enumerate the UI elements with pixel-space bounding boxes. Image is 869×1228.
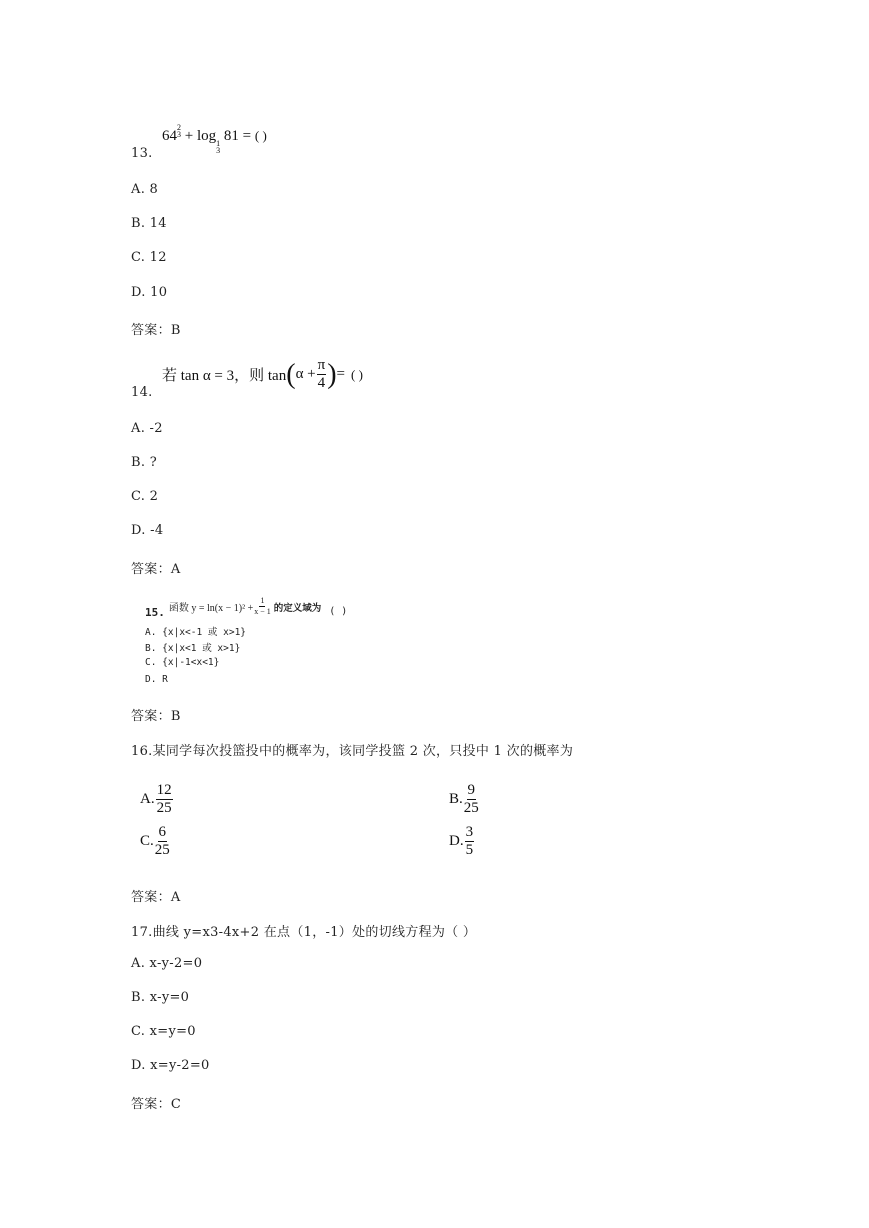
q15-stem-suffix: 的定义域为 [273, 602, 322, 614]
q14-option-b: B. ? [131, 455, 157, 470]
q17-stem: 17.曲线 y=x3-4x+2 在点（1，-1）处的切线方程为（ ） [131, 925, 477, 940]
q16-option-d-den: 5 [465, 842, 474, 858]
q16-option-b-letter: B. [449, 791, 463, 807]
q13-log: + log [184, 128, 217, 144]
q14-answer: 答案：A [131, 562, 181, 577]
q16-option-d [449, 825, 475, 858]
q14-blank: ( ) [351, 366, 363, 382]
q15-stem-prefix: 函数 y = ln(x − 1)² + [168, 603, 254, 614]
q15-option-d: D. R [145, 674, 168, 685]
q13-expression [162, 124, 267, 154]
q13-log-sub-den: 3 [216, 146, 221, 156]
q14-expression [162, 358, 363, 391]
q16-option-b-den: 25 [463, 800, 479, 816]
q15-option-c: C. {x|-1<x<1} [145, 657, 220, 668]
q16-option-d-num: 3 [465, 824, 474, 840]
q13-arg: 81 = [223, 128, 252, 144]
q13-blank: ( ) [254, 128, 267, 143]
q16-option-b [449, 783, 480, 816]
q15-fraction [254, 597, 271, 616]
q15-frac-den: x − 1 [254, 607, 271, 616]
q14-four: 4 [317, 375, 326, 391]
q14-option-a: A. -2 [131, 421, 163, 436]
q16-answer: 答案：A [131, 890, 181, 905]
q13-option-b: B. 14 [131, 216, 167, 231]
q15-option-a: A. {x|x<-1 或 x>1} [145, 627, 247, 638]
q15-answer: 答案：B [131, 709, 181, 724]
q13-base: 64 [162, 128, 177, 144]
q17-option-d: D. x=y-2=0 [131, 1058, 210, 1073]
q14-pi: π [317, 357, 326, 373]
q14-inner: α + [295, 366, 316, 382]
q16-option-a-den: 25 [156, 800, 172, 816]
q14-number: 14. [131, 385, 153, 400]
q17-option-a: A. x-y-2=0 [131, 956, 203, 971]
q16-option-d-fraction [465, 825, 475, 858]
q16-option-c-num: 6 [158, 824, 167, 840]
q14-option-d: D. -4 [131, 523, 164, 538]
q16-option-b-fraction [464, 783, 479, 816]
q13-answer: 答案：B [131, 323, 181, 338]
q16-option-b-num: 9 [467, 782, 476, 798]
q15-number: 15. [145, 606, 165, 619]
q13-option-d: D. 10 [131, 285, 168, 300]
q17-answer: 答案：C [131, 1097, 182, 1112]
q14-equals: = [336, 366, 346, 382]
q15-stem [145, 594, 347, 619]
q14-option-c: C. 2 [131, 489, 159, 504]
q13-log-sub-num: 1 [216, 139, 221, 148]
q13-exp-num: 2 [177, 123, 181, 132]
q13-option-a: A. 8 [131, 182, 159, 197]
q13-number: 13. [131, 146, 153, 161]
q16-option-a-fraction [156, 783, 173, 816]
q16-option-c [140, 825, 171, 858]
q15-blank: ( ) [329, 606, 348, 617]
q16-option-a-letter: A. [140, 791, 155, 807]
q13-option-c: C. 12 [131, 250, 167, 265]
q14-prefix: 若 tan α = 3，则 tan [162, 368, 287, 384]
q16-option-a-num: 12 [156, 782, 172, 798]
q16-option-d-letter: D. [449, 833, 464, 849]
q16-option-c-letter: C. [140, 833, 154, 849]
q16-option-a [140, 783, 174, 816]
q15-frac-num: 1 [260, 596, 265, 605]
q13-exp-den: 3 [177, 130, 181, 140]
q17-option-c: C. x=y=0 [131, 1024, 196, 1039]
q14-left-paren: ( [286, 358, 296, 390]
q15-option-b: B. {x|x<1 或 x>1} [145, 643, 241, 654]
q17-option-b: B. x-y=0 [131, 990, 190, 1005]
q14-right-paren: ) [327, 358, 337, 390]
q16-option-c-fraction [155, 825, 170, 858]
q16-stem: 16.某同学每次投篮投中的概率为，该同学投篮 2 次，只投中 1 次的概率为 [131, 744, 574, 759]
q14-fraction [317, 358, 327, 391]
q16-option-c-den: 25 [154, 842, 170, 858]
